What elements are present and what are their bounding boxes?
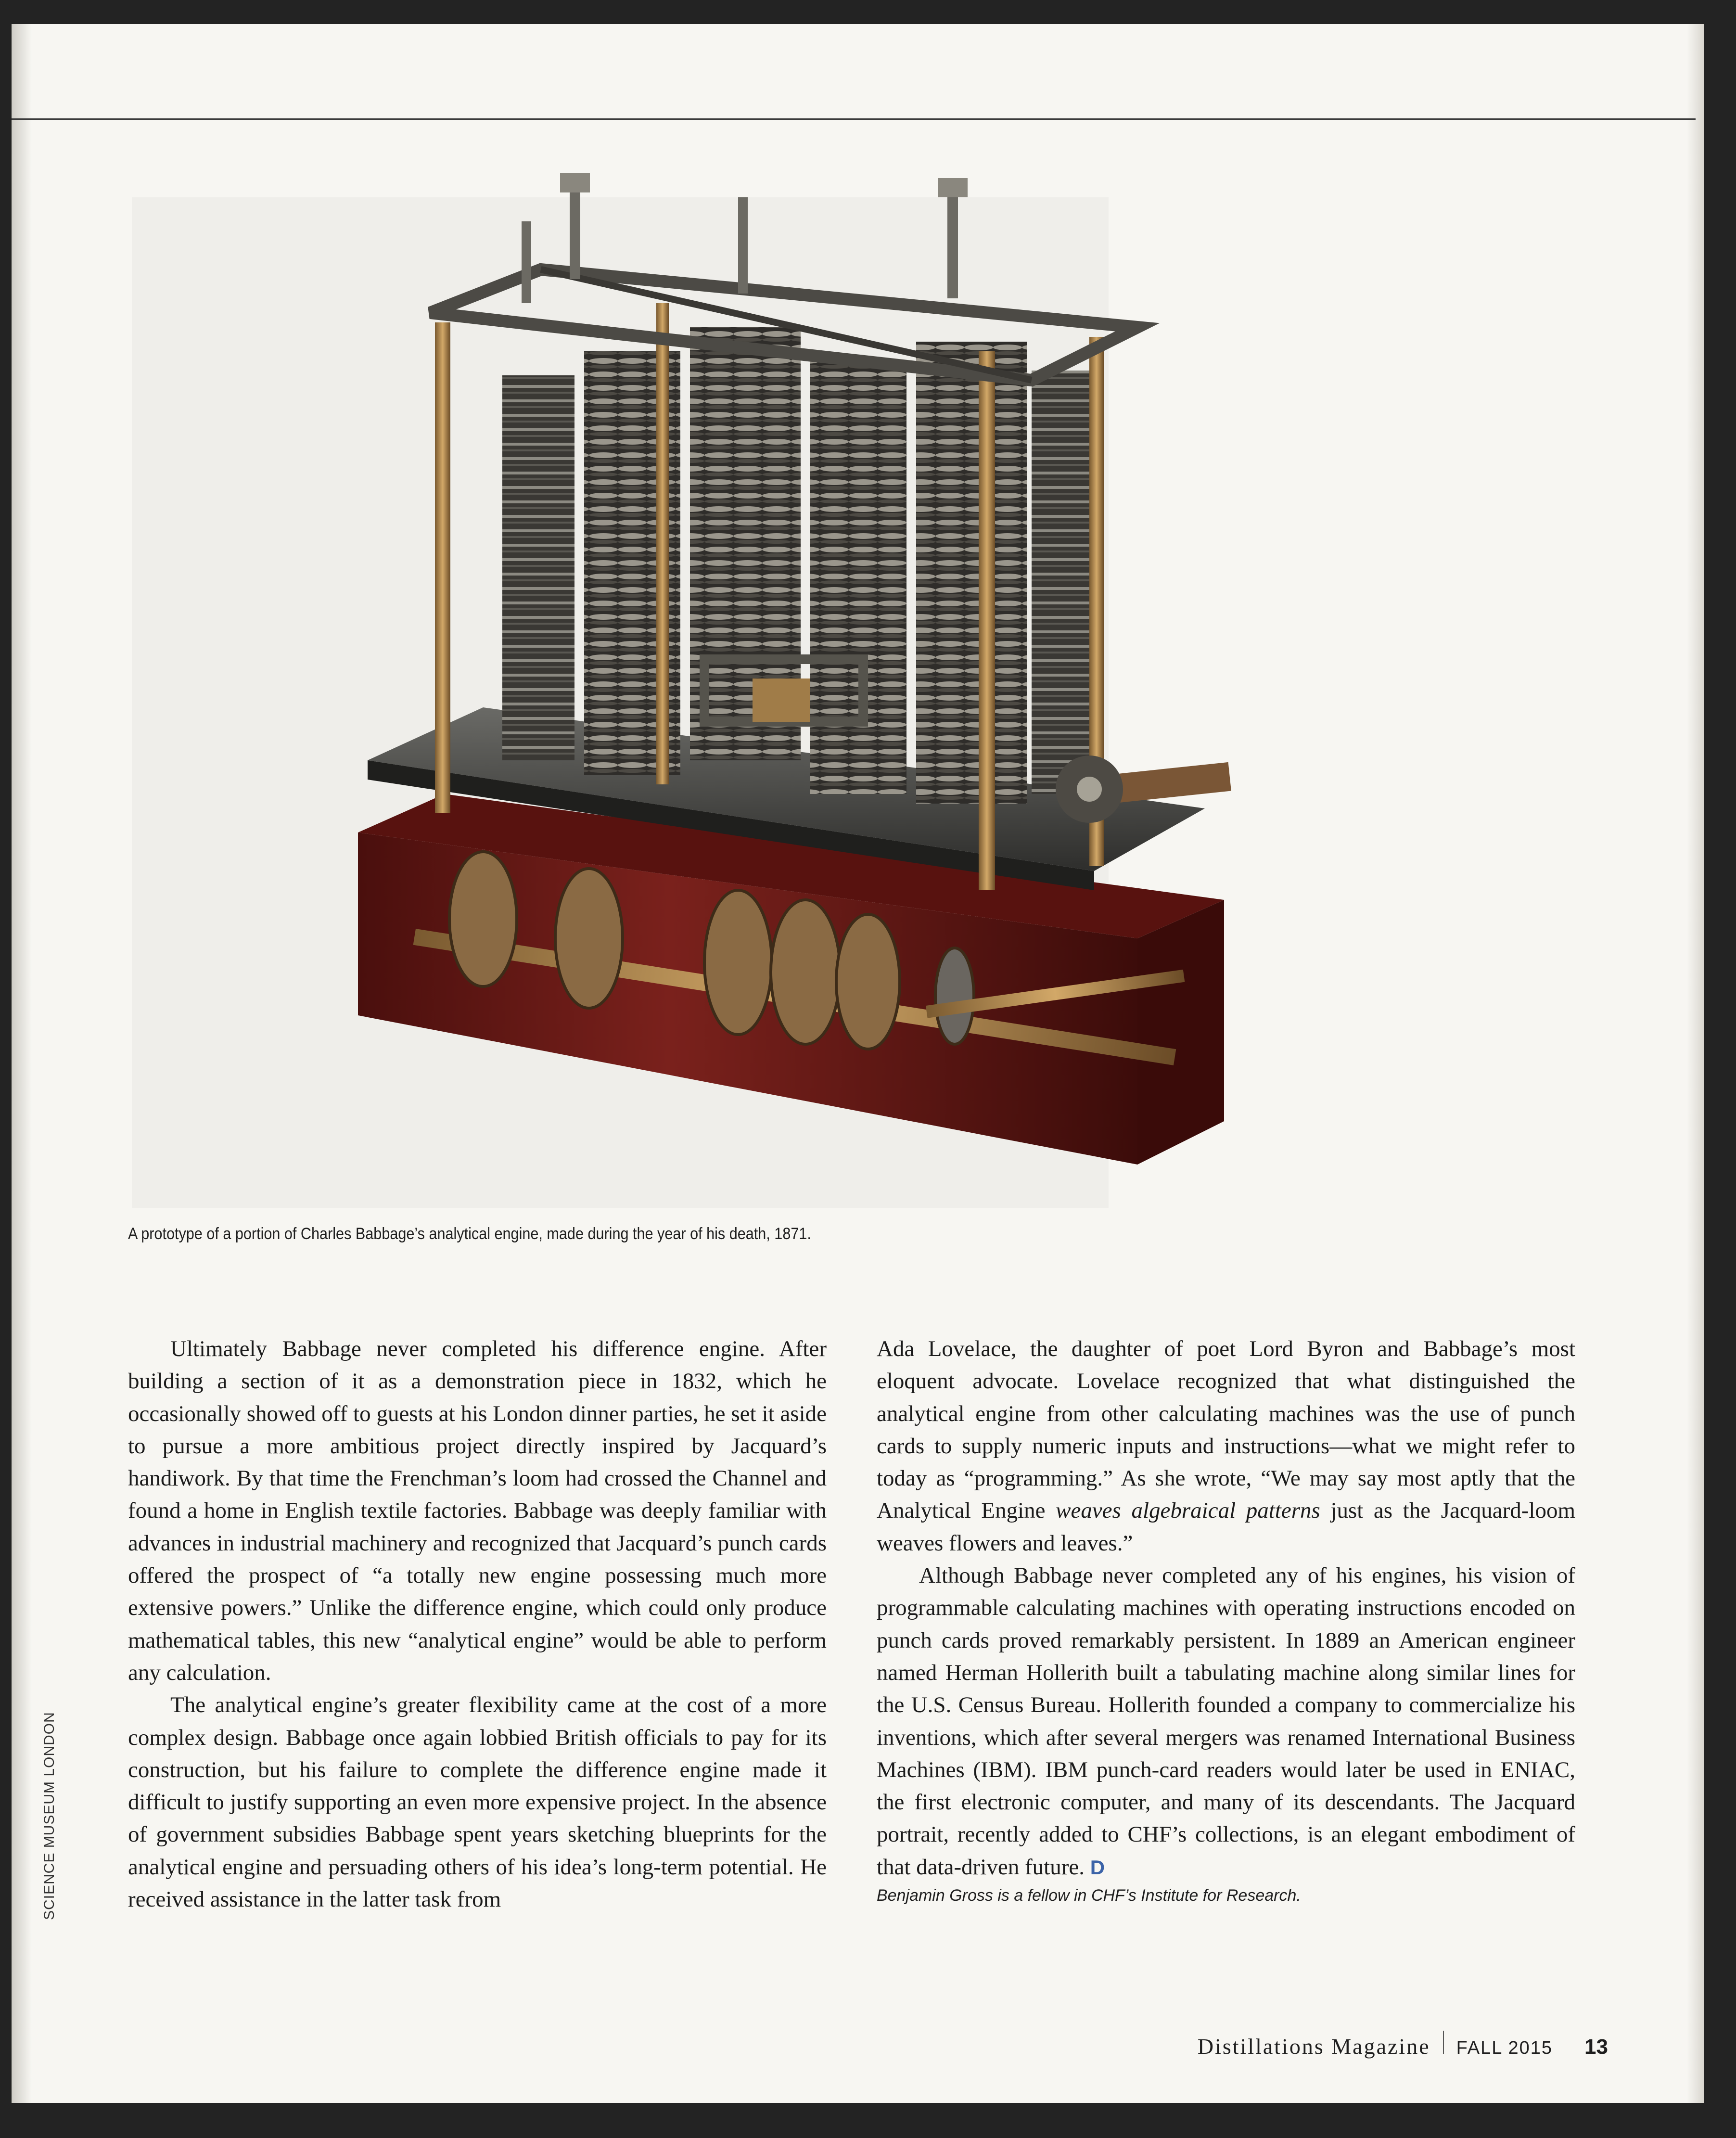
footer-divider [1443, 2031, 1444, 2054]
paragraph: Although Babbage never completed any of his engines, his vision of programmable calculating machines with operating instructions encoded on punch cards proved remarkably persistent. In 1889 an American engineer named Herman Hollerith built a tabulating machine along similar lines for the U.S. Census Bureau. Hollerith founded a company to commercialize his inventions, which after several mergers was renamed International Business Machines (IBM). IBM punch-card readers would later be used in ENIAC, the first electronic computer, and many of its descendants. The Jacquard portrait, recently added to CHF’s collections, is an elegant embodiment of that data-driven future. D [877, 1563, 1575, 1880]
page-footer [1198, 2031, 1608, 2059]
binding-shadow [12, 24, 32, 2103]
magazine-name: Distillations Magazine [1197, 2034, 1430, 2059]
figure-caption: A prototype of a portion of Charles Babbage’s analytical engine, made during the year of his death, 1871. [128, 1225, 811, 1243]
article-column-right [877, 1333, 1575, 1908]
paragraph: Ada Lovelace, the daughter of poet Lord Byron and Babbage’s most eloquent advocate. Lovelace recognized that what distinguished the analytical engine from other calculating machines was the use of punch cards to supply numeric inputs and instructions—what we might refer to today as “programming.” As she wrote, “We may say most aptly that the Analytical Engine weaves algebraical patterns just as the Jacquard-loom weaves flowers and leaves.” [877, 1336, 1575, 1556]
author-bio: Benjamin Gross is a fellow in CHF’s Institute for Research. [877, 1886, 1301, 1905]
paragraph: Ultimately Babbage never completed his difference engine. After building a section of it as a demonstration piece in 1832, which he occasionally showed off to guests at his London dinner parties, he set it aside to pursue a more ambitious project directly inspired by Jacquard’s handiwork. By that time the Frenchman’s loom had crossed the Channel and found a home in English textile factories. Babbage was deeply familiar with advances in industrial machinery and recognized that Jacquard’s punch cards offered the prospect of “a totally new engine possessing much more extensive powers.” Unlike the difference engine, which could only produce mathematical tables, this new “analytical engine” would be able to perform any calculation. [128, 1336, 827, 1685]
photo-credit: SCIENCE MUSEUM LONDON [41, 1712, 57, 1920]
page-edge [1687, 24, 1704, 2103]
article-column-left [128, 1333, 827, 1916]
paragraph: The analytical engine’s greater flexibility came at the cost of a more complex design. Babbage once again lobbied British officials to pay for its construction, but his failure to complete the difference engine made it difficult to justify supporting an even more expensive project. In the absence of government subsidies Babbage spent years sketching blueprints for the analytical engine and persuading others of his idea’s long-term potential. He received assistance in the latter task from [128, 1692, 827, 1912]
header-rule [12, 118, 1696, 120]
magazine-page [12, 24, 1704, 2103]
emphasis: weaves algebraical patterns [1056, 1498, 1320, 1523]
end-mark-icon: D [1090, 1856, 1105, 1879]
analytical-engine-illustration [358, 168, 1301, 1213]
issue-label: FALL 2015 [1456, 2038, 1553, 2058]
page-number: 13 [1584, 2035, 1608, 2059]
